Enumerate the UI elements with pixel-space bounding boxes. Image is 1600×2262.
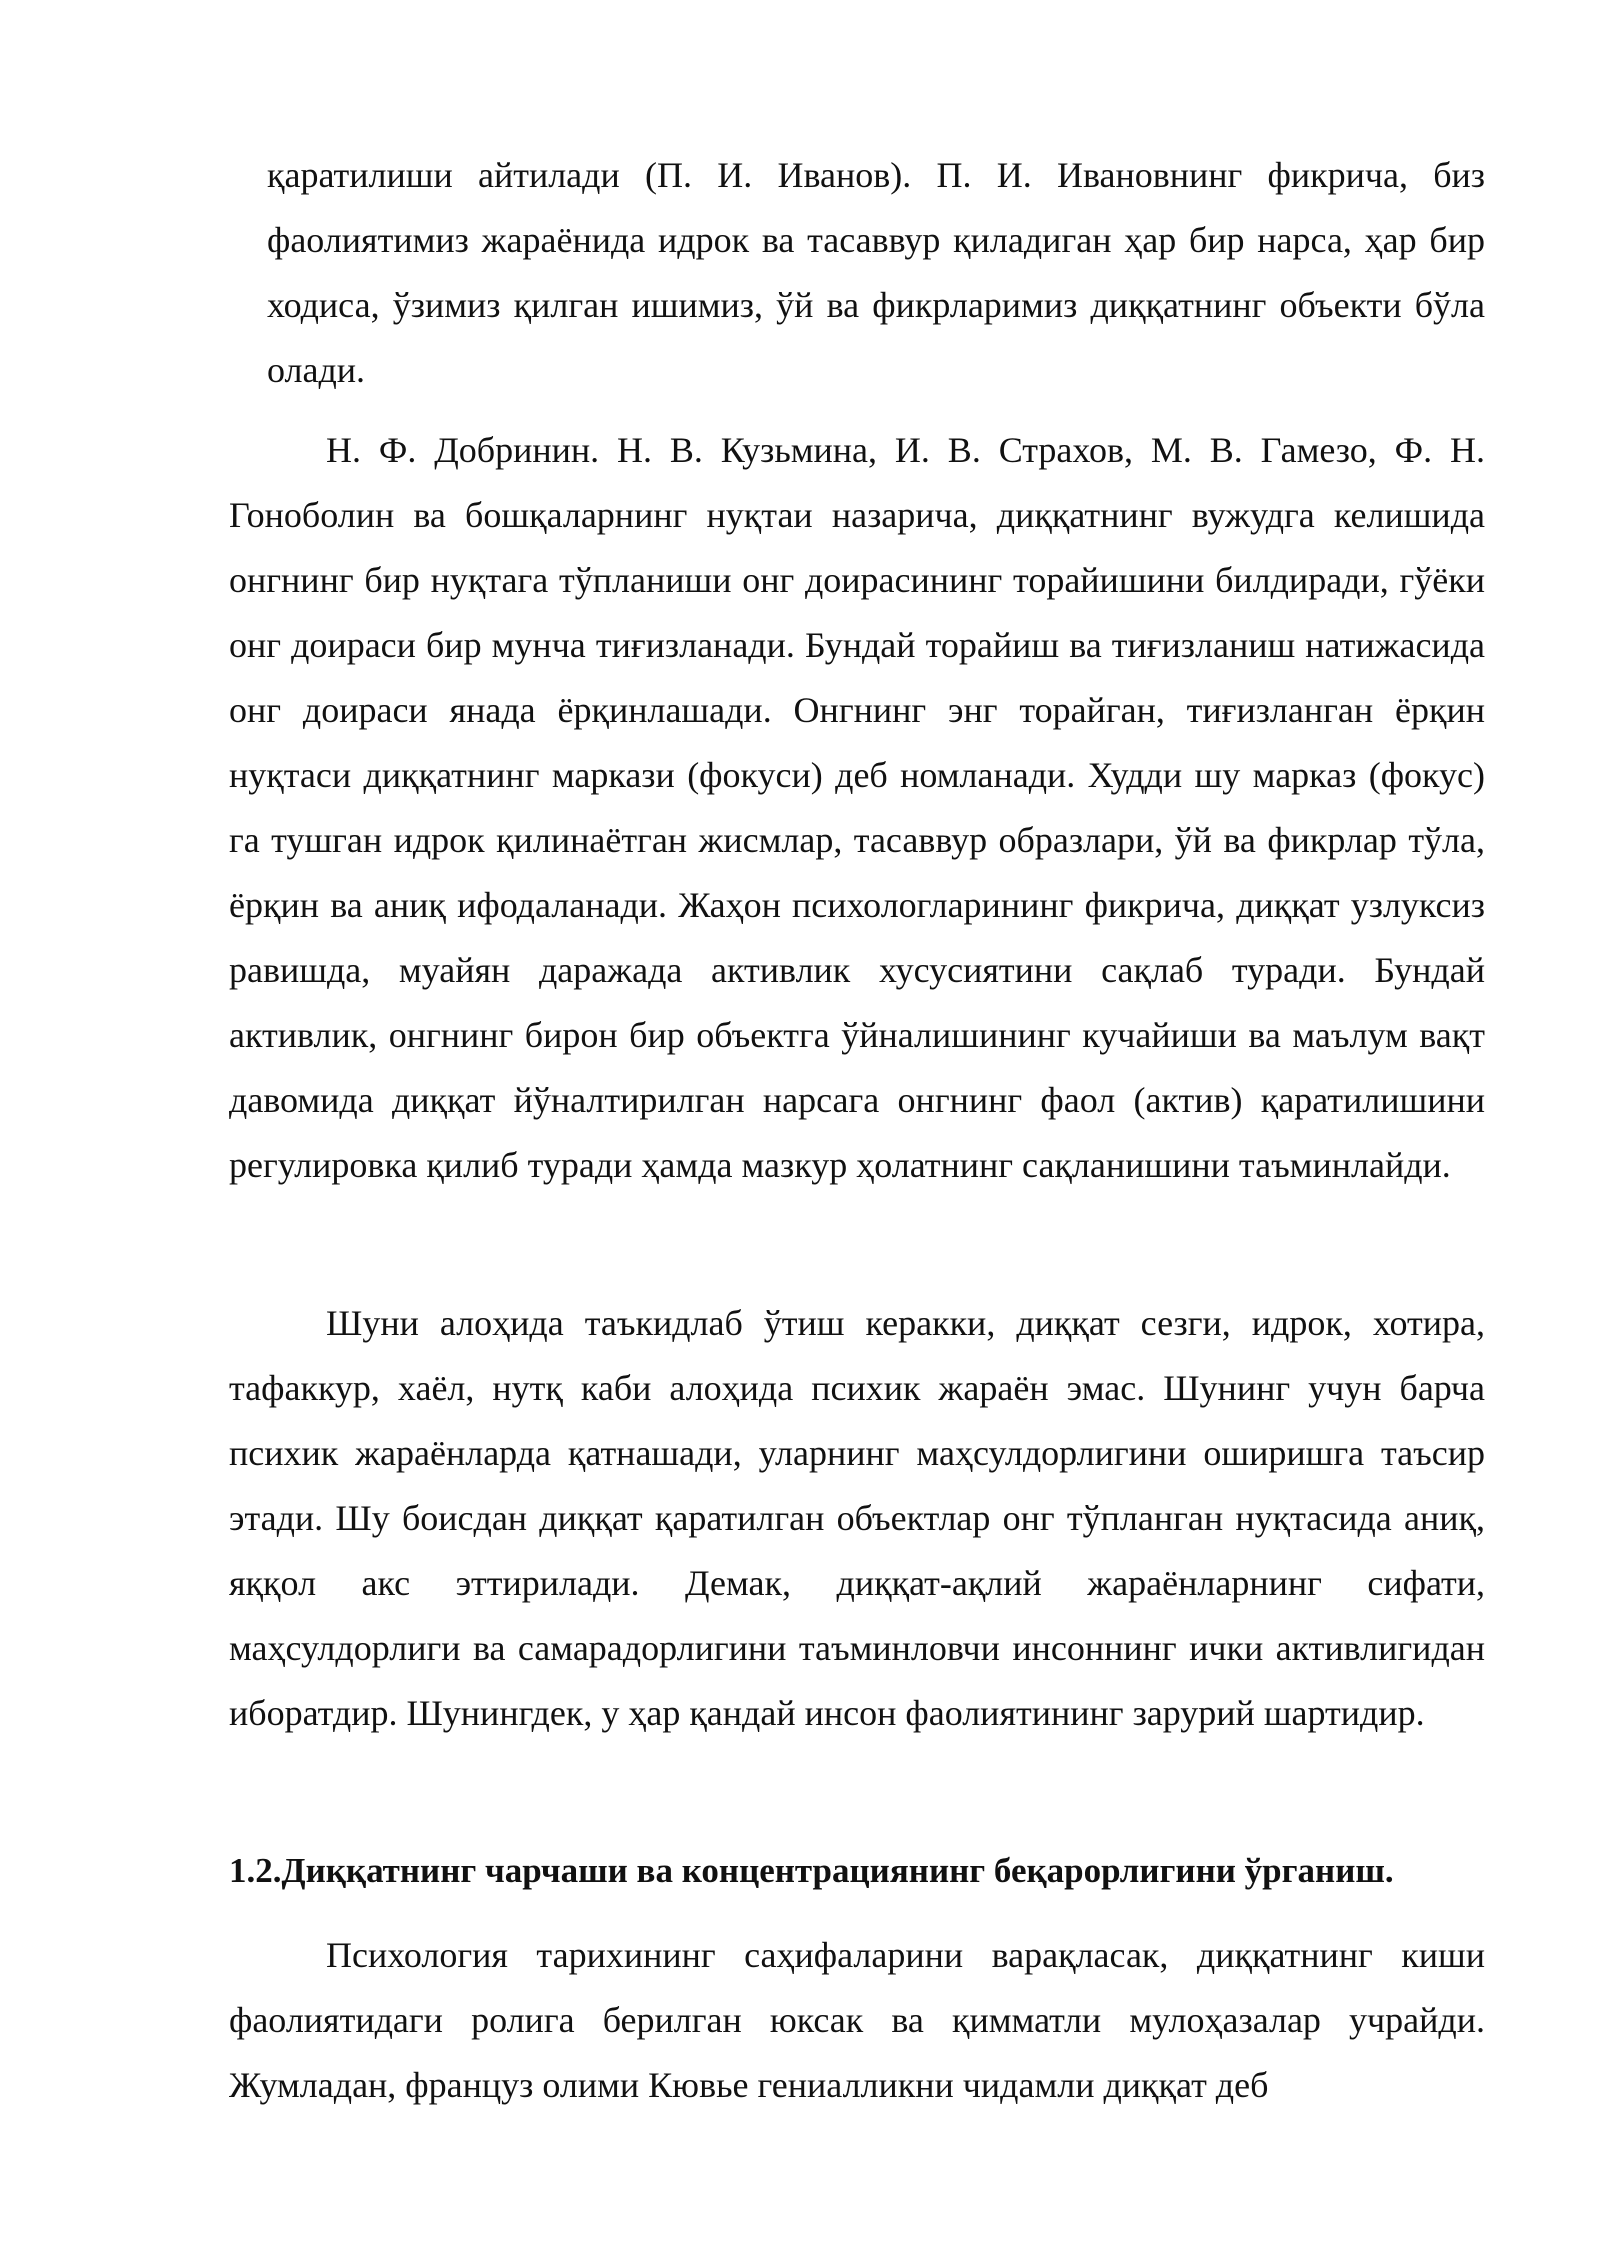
paragraph-psychology-history: Психология тарихининг саҳифаларини варақласак, диққатнинг киши фаолиятидаги ролига берилган юксак ва қимматли мулоҳазалар учрайди. Жумладан, француз олими Кювье гениалликни чидамли диққат деб bbox=[229, 1935, 1485, 2105]
paragraph-attention-activity: Шуни алоҳида таъкидлаб ўтиш керакки, диққат сезги, идрок, хотира, тафаккур, хаёл, нутқ каби алоҳида психик жараён эмас. Шунинг учун барча психик жараёнларда қатнашади, уларнинг маҳсулдорлигини оширишга таъсир этади. Шу боисдан диққат қаратилган объектлар онг тўпланган нуқтасида аниқ, яққол акс эттирилади. Демак, диққат-ақлий жараёнларнинг сифати, маҳсулдорлиги ва самарадорлигини таъминловчи инсоннинг ички активлигидан иборатдир. Шунингдек, у ҳар қандай инсон фаолиятининг зарурий шартидир. bbox=[229, 1303, 1485, 1733]
paragraph-attention-focus: Н. Ф. Добринин. Н. В. Кузьмина, И. В. Страхов, М. В. Гамезо, Ф. Н. Гоноболин ва бошқаларнинг нуқтаи назарича, диққатнинг вужудга келишида онгнинг бир нуқтага тўпланиши онг доирасининг торайишини билдиради, гўёки онг доираси бир мунча тиғизланади. Бундай торайиш ва тиғизланиш натижасида онг доираси янада ёрқинлашади. Онгнинг энг торайган, тиғизланган ёрқин нуқтаси диққатнинг маркази (фокуси) деб номланади. Худди шу марказ (фокус) га тушган идрок қилинаётган жисмлар, тасаввур образлари, ўй ва фикрлар тўла, ёрқин ва аниқ ифодаланади. Жаҳон психологларининг фикрича, диққат узлуксиз равишда, муайян даражада активлик хусусиятини сақлаб туради. Бундай активлик, онгнинг бирон бир объектга ўйналишининг кучайиши ва маълум вақт давомида диққат йўналтирилган нарсага онгнинг фаол (актив) қаратилишини регулировка қилиб туради ҳамда мазкур ҳолатнинг сақланишини таъминлайди. bbox=[229, 430, 1485, 1185]
paragraph-continuation: қаратилиши айтилади (П. И. Иванов). П. И. Ивановнинг фикрича, биз фаолиятимиз жараёнида идрок ва тасаввур қиладиган ҳар бир нарса, ҳар бир ходиса, ўзимиз қилган ишимиз, ўй ва фикрларимиз диққатнинг объекти бўла олади. bbox=[267, 155, 1485, 390]
section-heading: 1.2.Диққатнинг чарчаши ва концентрациянинг беқарорлигини ўрганиш. bbox=[229, 1851, 1394, 1890]
